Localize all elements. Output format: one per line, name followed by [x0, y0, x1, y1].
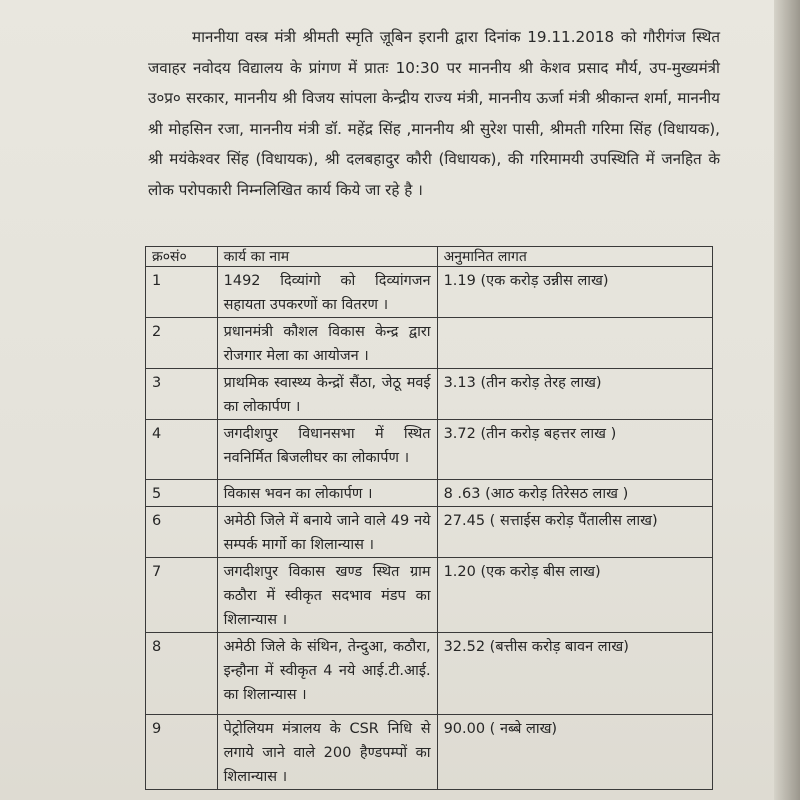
- intro-paragraph: [148, 22, 720, 205]
- work-name-cell: 1492 दिव्यांगो को दिव्यांगजन सहायता उपकरणों का वितरण ।: [217, 267, 437, 318]
- serial-cell: 6: [146, 507, 218, 558]
- table-row: [146, 633, 713, 715]
- table-row: [146, 420, 713, 480]
- intro-paragraph-text: माननीया वस्त्र मंत्री श्रीमती स्मृति ज़ूबिन इरानी द्वारा दिनांक 19.11.2018 को गौरीगंज स्थित जवाहर नवोदय विद्यालय के प्रांगण में प्रातः 10:30 पर माननीय श्री केशव प्रसाद मौर्य, उप-मुख्यमंत्री उ०प्र० सरकार, माननीय श्री विजय सांपला केन्द्रीय राज्य मंत्री, माननीय ऊर्जा मंत्री श्रीकान्त शर्मा, माननीय श्री मोहसिन रजा, माननीय मंत्री डॉ. महेंद्र सिंह ,माननीय श्री सुरेश पासी, श्रीमती गरिमा सिंह (विधायक), श्री मयंकेश्वर सिंह (विधायक), श्री दलबहादुर कौरी (विधायक), की गरिमामयी उपस्थिति में जनहित के लोक परोपकारी निम्नलिखित कार्य किये जा रहे है ।: [148, 28, 720, 199]
- table-row: [146, 480, 713, 507]
- table-row: [146, 267, 713, 318]
- cost-cell: 3.13 (तीन करोड़ तेरह लाख): [437, 369, 712, 420]
- table-header-row: [146, 247, 713, 267]
- cost-cell: 27.45 ( सत्ताईस करोड़ पैंतालीस लाख): [437, 507, 712, 558]
- serial-cell: 3: [146, 369, 218, 420]
- serial-cell: 7: [146, 558, 218, 633]
- cost-cell: [437, 318, 712, 369]
- work-name-cell: पेट्रोलियम मंत्रालय के CSR निधि से लगाये जाने वाले 200 हैण्डपम्पों का शिलान्यास ।: [217, 715, 437, 790]
- serial-cell: 4: [146, 420, 218, 480]
- header-work-name: कार्य का नाम: [217, 247, 437, 267]
- table-row: [146, 369, 713, 420]
- cost-cell: 1.19 (एक करोड़ उन्नीस लाख): [437, 267, 712, 318]
- serial-cell: 1: [146, 267, 218, 318]
- serial-cell: 9: [146, 715, 218, 790]
- table-row: [146, 318, 713, 369]
- cost-cell: 90.00 ( नब्बे लाख): [437, 715, 712, 790]
- work-name-cell: जगदीशपुर विकास खण्ड स्थित ग्राम कठौरा में स्वीकृत सदभाव मंडप का शिलान्यास ।: [217, 558, 437, 633]
- header-estimated-cost: अनुमानित लागत: [437, 247, 712, 267]
- table-row: [146, 558, 713, 633]
- work-name-cell: विकास भवन का लोकार्पण ।: [217, 480, 437, 507]
- table-row: [146, 507, 713, 558]
- cost-cell: 8 .63 (आठ करोड़ तिरेसठ लाख ): [437, 480, 712, 507]
- table-body: [146, 267, 713, 790]
- cost-cell: 32.52 (बत्तीस करोड़ बावन लाख): [437, 633, 712, 715]
- cost-cell: 3.72 (तीन करोड़ बहत्तर लाख ): [437, 420, 712, 480]
- work-name-cell: प्राथमिक स्वास्थ्य केन्द्रों सैंठा, जेठू मवई का लोकार्पण ।: [217, 369, 437, 420]
- page-edge-shadow: [774, 0, 800, 800]
- serial-cell: 2: [146, 318, 218, 369]
- cost-cell: 1.20 (एक करोड़ बीस लाख): [437, 558, 712, 633]
- work-name-cell: जगदीशपुर विधानसभा में स्थित नवनिर्मित बिजलीघर का लोकार्पण ।: [217, 420, 437, 480]
- serial-cell: 5: [146, 480, 218, 507]
- work-name-cell: अमेठी जिले के संथिन, तेन्दुआ, कठौरा, इन्हौना में स्वीकृत 4 नये आई.टी.आई. का शिलान्यास ।: [217, 633, 437, 715]
- work-name-cell: प्रधानमंत्री कौशल विकास केन्द्र द्वारा रोजगार मेला का आयोजन ।: [217, 318, 437, 369]
- table-row: [146, 715, 713, 790]
- serial-cell: 8: [146, 633, 218, 715]
- work-name-cell: अमेठी जिले में बनाये जाने वाले 49 नये सम्पर्क मार्गो का शिलान्यास ।: [217, 507, 437, 558]
- works-table: [145, 246, 713, 790]
- header-serial: क्र०सं०: [146, 247, 218, 267]
